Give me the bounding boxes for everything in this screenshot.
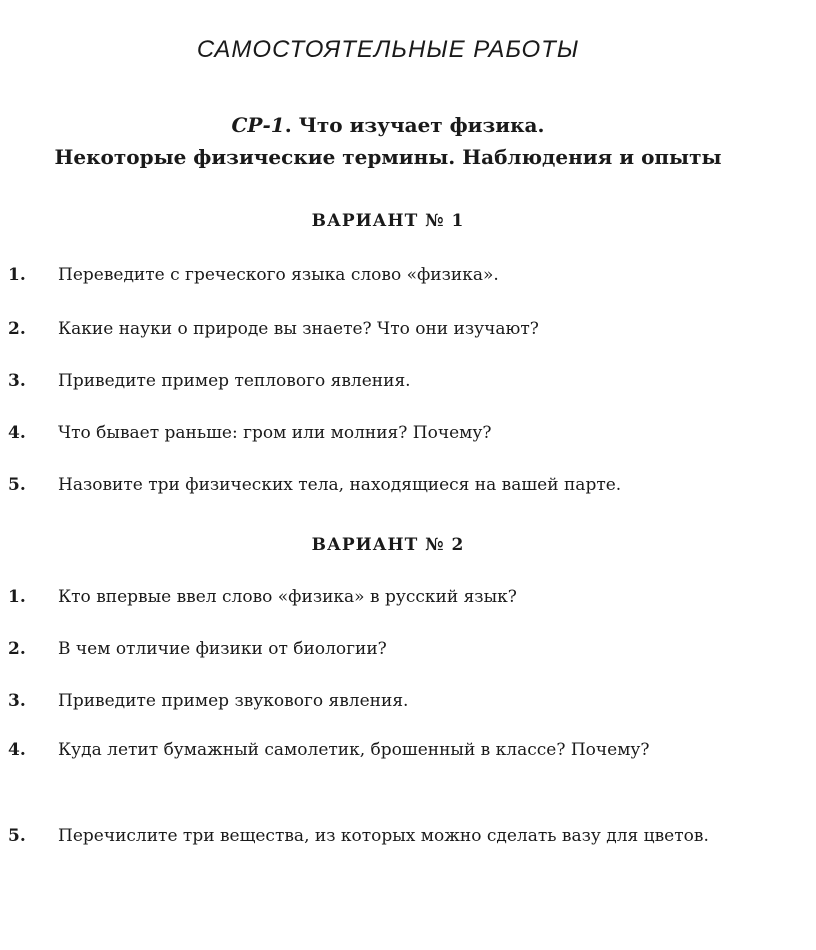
question-text: Перечислите три вещества, из которых можно сделать вазу для цветов.: [58, 826, 709, 846]
variant-2-question-3: [8, 682, 768, 720]
question-number: 1.: [8, 265, 26, 285]
question-number: 5.: [8, 475, 26, 495]
question-number: 2.: [8, 319, 26, 339]
variant-2-question-2: [8, 630, 768, 668]
work-code: СР-1: [231, 113, 285, 137]
variant-2-question-4: [8, 731, 768, 769]
page-title: САМОСТОЯТЕЛЬНЫЕ РАБОТЫ: [196, 36, 580, 63]
question-number: 4.: [8, 423, 26, 443]
work-title-line-2: Некоторые физические термины. Наблюдения и опыты: [54, 145, 722, 169]
question-text: Кто впервые ввел слово «физика» в русский язык?: [58, 587, 517, 607]
question-text: Приведите пример теплового явления.: [58, 371, 411, 391]
question-number: 3.: [8, 691, 26, 711]
variant-1-question-2: [8, 310, 768, 348]
question-number: 2.: [8, 639, 26, 659]
question-text: Переведите с греческого языка слово «физика».: [58, 265, 499, 285]
question-text: В чем отличие физики от биологии?: [58, 639, 387, 659]
work-title-line-1: [0, 113, 776, 137]
question-text: Приведите пример звукового явления.: [58, 691, 409, 711]
question-text: Назовите три физических тела, находящиеся на вашей парте.: [58, 475, 622, 495]
variant-1-question-3: [8, 362, 768, 400]
variant-1-heading: ВАРИАНТ № 1: [311, 211, 465, 231]
question-text: Куда летит бумажный самолетик, брошенный в классе? Почему?: [58, 740, 650, 760]
variant-2-question-5: [8, 817, 768, 855]
work-title-rest: . Что изучает физика.: [284, 113, 545, 137]
question-number: 5.: [8, 826, 26, 846]
question-number: 4.: [8, 740, 26, 760]
question-text: Какие науки о природе вы знаете? Что они изучают?: [58, 319, 539, 339]
variant-1-question-1: [8, 256, 768, 294]
question-number: 3.: [8, 371, 26, 391]
variant-1-question-5: [8, 466, 768, 504]
variant-1-question-4: [8, 414, 768, 452]
variant-2-question-1: [8, 578, 768, 616]
variant-2-heading: ВАРИАНТ № 2: [311, 535, 465, 555]
question-text: Что бывает раньше: гром или молния? Почему?: [58, 423, 492, 443]
question-number: 1.: [8, 587, 26, 607]
